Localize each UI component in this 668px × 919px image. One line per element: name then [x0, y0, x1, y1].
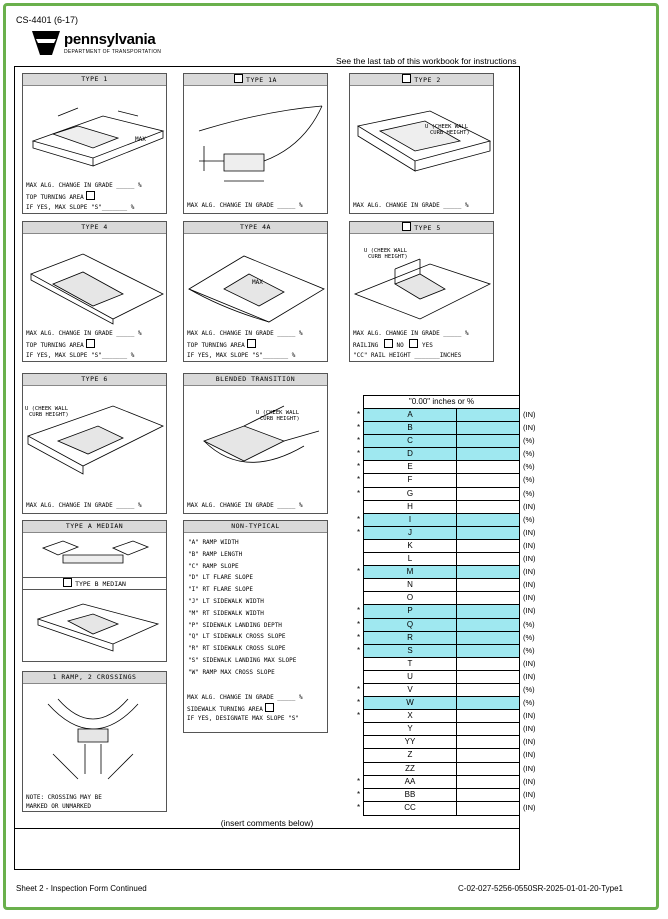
- type-a-median-title: TYPE A MEDIAN: [65, 522, 124, 530]
- required-marker: *: [357, 514, 361, 524]
- max-label: MAX: [135, 136, 146, 143]
- required-marker: *: [357, 567, 361, 577]
- logo-department: DEPARTMENT OF TRANSPORTATION: [64, 49, 162, 55]
- unit-label: (IN): [523, 724, 536, 734]
- type-b-median-diagram: [23, 589, 166, 661]
- caption-line: IF YES, MAX SLOPE "S"_______ %: [26, 352, 135, 359]
- caption-line: MAX ALG. CHANGE IN GRADE _____ %: [187, 330, 303, 337]
- panel-title: [350, 74, 493, 86]
- caption-line: TOP TURNING AREA: [187, 342, 245, 349]
- required-marker: *: [357, 410, 361, 419]
- unit-label: (IN): [523, 763, 536, 773]
- unit-label: (%): [523, 619, 535, 629]
- required-marker: *: [357, 436, 361, 446]
- table-row: [357, 776, 536, 789]
- turning-area-checkbox[interactable]: [86, 191, 95, 200]
- unit-label: (%): [523, 698, 535, 708]
- value-input-cell[interactable]: [457, 422, 519, 434]
- panel-title: [184, 521, 327, 533]
- definition-item: "P" SIDEWALK LANDING DEPTH: [188, 621, 282, 629]
- unit-label: (IN): [523, 606, 536, 616]
- caption-line: MAX ALG. CHANGE IN GRADE _____ %: [187, 694, 303, 701]
- table-row: [357, 409, 536, 422]
- type-b-median-checkbox[interactable]: [63, 578, 72, 587]
- type1-caption: [26, 181, 142, 213]
- unit-label: (IN): [523, 711, 536, 721]
- panel-title: [23, 374, 166, 386]
- panel-type5: [349, 221, 494, 362]
- row-label: K: [364, 540, 457, 552]
- table-row: [364, 658, 536, 671]
- unit-label: (IN): [523, 593, 536, 603]
- panel-type2: [349, 73, 494, 214]
- caption-line: IF YES, DESIGNATE MAX SLOPE "S": [187, 715, 299, 722]
- definition-item: "I" RT FLARE SLOPE: [188, 586, 254, 594]
- table-row: [364, 671, 536, 684]
- value-input-cell[interactable]: [457, 723, 519, 735]
- unit-label: (IN): [523, 540, 536, 550]
- caption-line: MAX ALG. CHANGE IN GRADE _____ %: [187, 202, 303, 209]
- caption-line: TOP TURNING AREA: [26, 342, 84, 349]
- row-label: X: [364, 710, 457, 722]
- row-label: B: [364, 422, 457, 434]
- type5-title: TYPE 5: [414, 224, 441, 232]
- blended-caption: [187, 501, 303, 511]
- table-row: [357, 435, 535, 448]
- form-number: CS-4401 (6-17): [16, 15, 79, 25]
- panel-type-a-median: [22, 520, 167, 662]
- type2-checkbox[interactable]: [402, 74, 411, 83]
- row-label: YY: [364, 736, 457, 748]
- type6-diagram: [23, 386, 166, 496]
- panel-type1a: [183, 73, 328, 214]
- panel-title: [23, 74, 166, 86]
- unit-label: (%): [523, 462, 535, 472]
- table-row: [357, 566, 536, 579]
- row-label: S: [364, 645, 457, 657]
- table-row: [357, 619, 535, 632]
- caption-line: SIDEWALK TURNING AREA: [187, 705, 263, 713]
- row-label: D: [364, 448, 457, 460]
- unit-label: (%): [523, 645, 535, 655]
- required-marker: *: [357, 475, 361, 485]
- value-input-cell[interactable]: [457, 514, 519, 526]
- caption-line: MAX ALG. CHANGE IN GRADE _____ %: [353, 330, 469, 337]
- unit-label: (IN): [523, 580, 536, 590]
- type1a-caption: [187, 201, 303, 211]
- value-input-cell[interactable]: [457, 553, 519, 565]
- definition-item: "D" LT FLARE SLOPE: [188, 574, 254, 582]
- unit-label: (%): [523, 449, 535, 459]
- required-marker: *: [357, 789, 361, 799]
- panel-type6: [22, 373, 167, 514]
- cheek-wall-label: U (CHEEK WALL: [425, 124, 469, 130]
- panel-title: [184, 74, 327, 86]
- required-marker: *: [357, 462, 361, 472]
- value-input-cell[interactable]: [457, 776, 519, 788]
- type1a-diagram: [184, 86, 327, 196]
- panel-ramp-crossings: [22, 671, 167, 812]
- table-row: [357, 422, 536, 435]
- railing-label: RAILING: [353, 342, 379, 349]
- caption-line: TOP TURNING AREA: [26, 194, 84, 201]
- value-input-cell[interactable]: [457, 605, 519, 617]
- value-input-cell[interactable]: [457, 619, 519, 631]
- table-row: [364, 553, 536, 566]
- ramp-crossings-title: 1 RAMP, 2 CROSSINGS: [52, 673, 137, 681]
- curb-height-label: CURB HEIGHT): [368, 254, 408, 260]
- required-marker: *: [357, 776, 361, 786]
- turning-area-checkbox[interactable]: [247, 339, 256, 348]
- definition-item: "C" RAMP SLOPE: [188, 562, 239, 570]
- type1-title: TYPE 1: [81, 75, 108, 83]
- row-label: J: [364, 527, 457, 539]
- comments-area[interactable]: [15, 829, 519, 869]
- caption-line: MAX ALG. CHANGE IN GRADE _____ %: [26, 502, 142, 509]
- table-row: [357, 802, 536, 815]
- no-label: NO: [396, 342, 404, 349]
- non-typical-definitions: [188, 537, 296, 679]
- definition-item: "S" SIDEWALK LANDING MAX SLOPE: [188, 656, 297, 664]
- table-row: [364, 763, 536, 776]
- type5-diagram: [350, 234, 493, 329]
- value-input-cell[interactable]: [457, 736, 519, 748]
- panel-type4a: [183, 221, 328, 362]
- table-row: [364, 736, 536, 749]
- ramp-crossings-caption: [26, 794, 102, 811]
- cheek-wall-label: U (CHEEK WALL: [25, 406, 69, 412]
- table-row: [364, 749, 536, 762]
- row-label: I: [364, 514, 457, 526]
- table-row: [364, 579, 536, 592]
- railing-yes-checkbox[interactable]: [409, 339, 418, 348]
- turning-area-checkbox[interactable]: [86, 339, 95, 348]
- unit-label: (IN): [523, 423, 536, 433]
- unit-label: (%): [523, 684, 535, 694]
- table-row: [357, 789, 536, 802]
- table-row: [357, 645, 535, 658]
- table-row: [357, 710, 536, 723]
- panel-non-typical: [183, 520, 328, 733]
- panel-type4: [22, 221, 167, 362]
- type4-diagram: [23, 234, 166, 329]
- unit-label: (%): [523, 632, 535, 642]
- unit-label: (IN): [523, 567, 536, 577]
- sheet-label: Sheet 2 - Inspection Form Continued: [16, 884, 147, 893]
- table-body: [357, 409, 536, 815]
- type4-title: TYPE 4: [81, 223, 108, 231]
- unit-label: (IN): [523, 750, 536, 760]
- non-typical-caption: [187, 693, 303, 724]
- row-label: Z: [364, 749, 457, 761]
- value-input-cell[interactable]: [457, 684, 519, 696]
- definition-item: "W" RAMP MAX CROSS SLOPE: [188, 668, 275, 676]
- table-row: [357, 488, 535, 501]
- type2-diagram: [350, 86, 493, 196]
- type-b-median-title: TYPE B MEDIAN: [75, 580, 126, 588]
- measurement-table: [357, 395, 536, 816]
- row-label: L: [364, 553, 457, 565]
- caption-line: NOTE: CROSSING MAY BE: [26, 794, 102, 801]
- type2-title: TYPE 2: [414, 76, 441, 84]
- type2-caption: [353, 201, 469, 211]
- sidewalk-turning-area-checkbox[interactable]: [265, 703, 274, 712]
- row-label: E: [364, 461, 457, 473]
- definition-item: "Q" LT SIDEWALK CROSS SLOPE: [188, 633, 286, 641]
- value-input-cell[interactable]: [457, 658, 519, 670]
- panel-type1: [22, 73, 167, 214]
- table-header: "0.00" inches or %: [364, 396, 519, 409]
- row-label: ZZ: [364, 763, 457, 775]
- panel-title: [23, 672, 166, 684]
- panel-title: [23, 222, 166, 234]
- type4a-caption: [187, 329, 303, 361]
- caption-line: MAX ALG. CHANGE IN GRADE _____ %: [187, 502, 303, 509]
- row-label: H: [364, 501, 457, 513]
- row-label: P: [364, 605, 457, 617]
- caption-line: IF YES, MAX SLOPE "S"_______ %: [187, 352, 296, 359]
- value-input-cell[interactable]: [457, 671, 519, 683]
- type5-checkbox[interactable]: [402, 222, 411, 231]
- keystone-logo-icon: [30, 29, 62, 57]
- panel-title: [184, 374, 327, 386]
- blended-title: BLENDED TRANSITION: [215, 375, 296, 383]
- value-input-cell[interactable]: [457, 488, 519, 500]
- value-input-cell[interactable]: [457, 802, 519, 815]
- value-input-cell[interactable]: [457, 697, 519, 709]
- required-marker: *: [357, 619, 361, 629]
- row-label: N: [364, 579, 457, 591]
- row-label: Q: [364, 619, 457, 631]
- type4-caption: [26, 329, 142, 361]
- yes-label: YES: [422, 342, 433, 349]
- cheek-wall-label: U (CHEEK WALL: [256, 410, 300, 416]
- cheek-wall-label: U (CHEEK WALL: [364, 248, 408, 254]
- required-marker: *: [357, 802, 361, 812]
- table-row: [364, 723, 536, 736]
- caption-line: IF YES, MAX SLOPE "S"_______ %: [26, 204, 135, 211]
- row-label: BB: [364, 789, 457, 801]
- value-input-cell[interactable]: [457, 566, 519, 578]
- type1a-title: TYPE 1A: [246, 76, 277, 84]
- required-marker: *: [357, 449, 361, 459]
- type6-title: TYPE 6: [81, 375, 108, 383]
- unit-label: (IN): [523, 410, 536, 419]
- required-marker: *: [357, 698, 361, 708]
- required-marker: *: [357, 645, 361, 655]
- panel-blended-transition: [183, 373, 328, 514]
- value-input-cell[interactable]: [457, 632, 519, 644]
- blended-diagram: [184, 386, 327, 496]
- row-label: Y: [364, 723, 457, 735]
- type1-diagram: [23, 86, 166, 181]
- value-input-cell[interactable]: [457, 645, 519, 657]
- value-input-cell[interactable]: [457, 435, 519, 447]
- curb-height-label: CURB HEIGHT): [430, 130, 470, 136]
- logo-brand: pennsylvania: [64, 31, 156, 48]
- table-row: [364, 501, 536, 514]
- unit-label: (IN): [523, 671, 536, 681]
- type-a-median-diagram: [23, 533, 166, 577]
- table-row: [357, 632, 535, 645]
- unit-label: (IN): [523, 554, 536, 564]
- row-label: M: [364, 566, 457, 578]
- row-label: AA: [364, 776, 457, 788]
- type5-caption: [353, 329, 469, 361]
- value-input-cell[interactable]: [457, 448, 519, 460]
- type4a-diagram: [184, 234, 327, 329]
- row-label: F: [364, 474, 457, 486]
- unit-label: (IN): [523, 658, 536, 668]
- unit-label: (IN): [523, 802, 536, 812]
- value-input-cell[interactable]: [457, 749, 519, 761]
- row-label: O: [364, 592, 457, 604]
- table-row: [357, 448, 535, 461]
- definition-item: "B" RAMP LENGTH: [188, 550, 243, 558]
- caption-line: MAX ALG. CHANGE IN GRADE _____ %: [353, 202, 469, 209]
- unit-label: (IN): [523, 527, 536, 537]
- value-input-cell[interactable]: [457, 409, 519, 421]
- value-input-cell[interactable]: [457, 501, 519, 513]
- comments-label: (insert comments below): [220, 818, 314, 828]
- panel-title: [184, 222, 327, 234]
- definition-item: "M" RT SIDEWALK WIDTH: [188, 609, 264, 617]
- value-input-cell[interactable]: [457, 763, 519, 775]
- ramp-crossings-diagram: [23, 684, 166, 784]
- curb-height-label: CURB HEIGHT): [29, 412, 69, 418]
- unit-label: (IN): [523, 501, 536, 511]
- table-row: [357, 527, 536, 540]
- value-input-cell[interactable]: [457, 592, 519, 604]
- row-label: G: [364, 488, 457, 500]
- railing-no-checkbox[interactable]: [384, 339, 393, 348]
- caption-line: MAX ALG. CHANGE IN GRADE _____ %: [26, 182, 142, 189]
- unit-label: (IN): [523, 776, 536, 786]
- table-row: [357, 684, 535, 697]
- table-row: [357, 605, 536, 618]
- table-row: [364, 540, 536, 553]
- unit-label: (%): [523, 488, 535, 498]
- type6-caption: [26, 501, 142, 511]
- row-label: R: [364, 632, 457, 644]
- row-label: T: [364, 658, 457, 670]
- row-label: U: [364, 671, 457, 683]
- document-id: C-02-027-5256-0550SR-2025-01-01-20-Type1: [458, 884, 623, 893]
- table-row: [357, 474, 535, 487]
- required-marker: *: [357, 711, 361, 721]
- table-row: [357, 461, 535, 474]
- table-row: [357, 514, 535, 527]
- required-marker: *: [357, 488, 361, 498]
- value-input-cell[interactable]: [457, 540, 519, 552]
- curb-height-label: CURB HEIGHT): [260, 416, 300, 422]
- required-marker: *: [357, 606, 361, 616]
- row-label: A: [364, 409, 457, 421]
- panel-title: [23, 521, 166, 533]
- unit-label: (IN): [523, 737, 536, 747]
- value-input-cell[interactable]: [457, 579, 519, 591]
- required-marker: *: [357, 632, 361, 642]
- caption-line: MARKED OR UNMARKED: [26, 802, 92, 810]
- non-typical-title: NON-TYPICAL: [231, 522, 280, 530]
- unit-label: (%): [523, 475, 535, 485]
- row-label: C: [364, 435, 457, 447]
- required-marker: *: [357, 527, 361, 537]
- value-input-cell[interactable]: [457, 710, 519, 722]
- required-marker: *: [357, 423, 361, 433]
- type4a-title: TYPE 4A: [240, 223, 271, 231]
- row-label: CC: [364, 802, 457, 815]
- definition-item: "A" RAMP WIDTH: [188, 539, 239, 546]
- table-row: [357, 697, 535, 710]
- type1a-checkbox[interactable]: [234, 74, 243, 83]
- panel-title: [350, 222, 493, 234]
- table-row: [364, 592, 536, 605]
- instructions-note: See the last tab of this workbook for instructions: [336, 56, 517, 66]
- definition-item: "R" RT SIDEWALK CROSS SLOPE: [188, 645, 286, 653]
- caption-line: MAX ALG. CHANGE IN GRADE _____ %: [26, 330, 142, 337]
- caption-line: "CC" RAIL HEIGHT _______INCHES: [353, 352, 462, 359]
- definition-item: "J" LT SIDEWALK WIDTH: [188, 597, 264, 605]
- required-marker: *: [357, 684, 361, 694]
- unit-label: (%): [523, 436, 535, 446]
- value-input-cell[interactable]: [457, 789, 519, 801]
- max-label: MAX: [252, 279, 263, 286]
- unit-label: (%): [523, 514, 535, 524]
- penndot-logo: [30, 29, 180, 59]
- value-input-cell[interactable]: [457, 461, 519, 473]
- row-label: V: [364, 684, 457, 696]
- value-input-cell[interactable]: [457, 474, 519, 486]
- value-input-cell[interactable]: [457, 527, 519, 539]
- row-label: W: [364, 697, 457, 709]
- unit-label: (IN): [523, 789, 536, 799]
